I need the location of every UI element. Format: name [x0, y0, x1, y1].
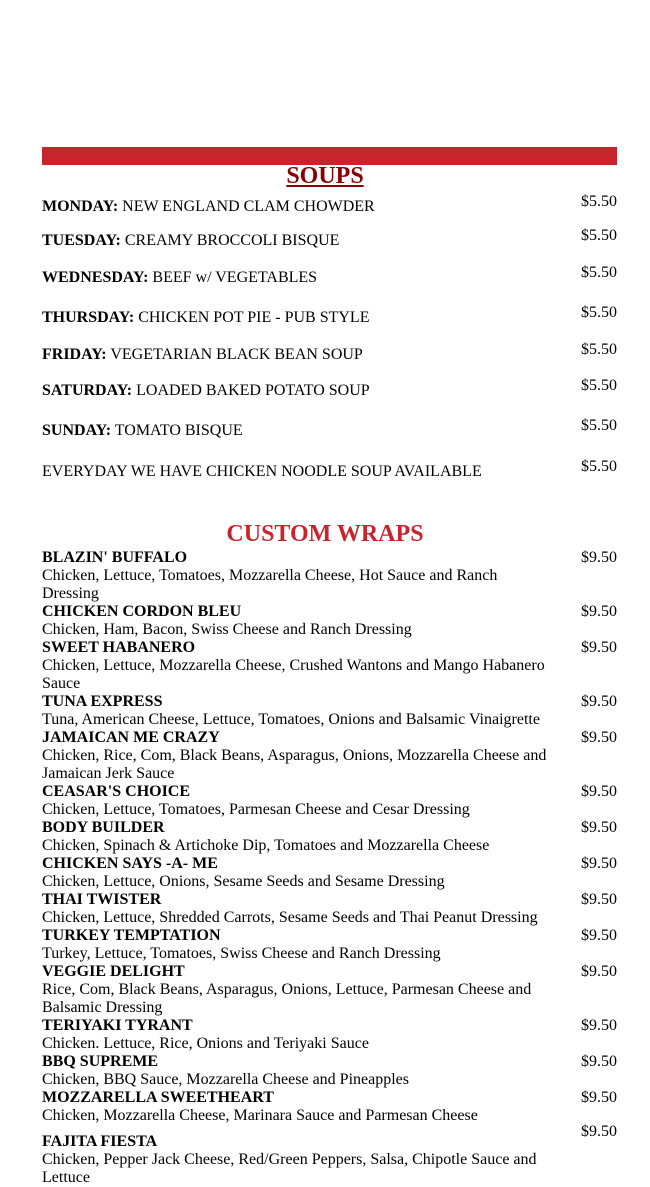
wrap-price: $9.50	[581, 1123, 617, 1140]
wrap-description: Chicken, Lettuce, Tomatoes, Mozzarella Cheese, Hot Sauce and Ranch Dressing	[42, 567, 498, 602]
soup-name: VEGETARIAN BLACK BEAN SOUP	[110, 346, 363, 363]
wrap-description: Chicken, Lettuce, Onions, Sesame Seeds and Sesame Dressing	[42, 873, 445, 890]
everyday-soup-price: $5.50	[581, 458, 617, 475]
wrap-description: Chicken, Rice, Com, Black Beans, Asparagus, Onions, Mozzarella Cheese and Jamaican Jerk Sauce	[42, 747, 547, 782]
soup-price: $5.50	[581, 377, 617, 394]
wrap-description: Tuna, American Cheese, Lettuce, Tomatoes, Onions and Balsamic Vinaigrette	[42, 711, 540, 728]
soup-day: WEDNESDAY:	[42, 269, 149, 286]
wrap-description: Chicken, Spinach & Artichoke Dip, Tomatoes and Mozzarella Cheese	[42, 837, 490, 854]
soup-name: TOMATO BISQUE	[114, 422, 243, 439]
soup-text	[42, 198, 375, 216]
wrap-price: $9.50	[581, 603, 617, 620]
wrap-name: TURKEY TEMPTATION	[42, 927, 221, 944]
soup-name: BEEF w/ VEGETABLES	[152, 269, 318, 286]
wrap-price: $9.50	[581, 819, 617, 836]
wrap-name: CEASAR'S CHOICE	[42, 783, 191, 800]
custom-wraps-heading: CUSTOM WRAPS	[226, 521, 424, 547]
soup-name: CREAMY BROCCOLI BISQUE	[124, 232, 340, 249]
soup-name: LOADED BAKED POTATO SOUP	[136, 382, 370, 399]
wrap-name: SWEET HABANERO	[42, 639, 196, 656]
everyday-soup-text: EVERYDAY WE HAVE CHICKEN NOODLE SOUP AVAILABLE	[42, 463, 482, 480]
wrap-name: CHICKEN CORDON BLEU	[42, 603, 242, 620]
soup-price: $5.50	[581, 341, 617, 358]
wrap-price: $9.50	[581, 891, 617, 908]
soup-text	[42, 269, 317, 287]
wrap-name: THAI TWISTER	[42, 891, 162, 908]
soup-day: SATURDAY:	[42, 382, 133, 399]
wrap-price: $9.50	[581, 549, 617, 566]
soup-name: NEW ENGLAND CLAM CHOWDER	[122, 198, 375, 215]
wrap-price: $9.50	[581, 729, 617, 746]
wrap-price: $9.50	[581, 1017, 617, 1034]
wrap-name: TERIYAKI TYRANT	[42, 1017, 193, 1034]
wrap-item	[42, 855, 617, 891]
wrap-item	[42, 1017, 617, 1053]
wrap-item	[42, 1053, 617, 1089]
wrap-description: Chicken, Lettuce, Mozzarella Cheese, Crushed Wantons and Mango Habanero Sauce	[42, 657, 545, 692]
wrap-price: $9.50	[581, 639, 617, 656]
wrap-item	[42, 1089, 617, 1125]
soup-day: THURSDAY:	[42, 309, 135, 326]
soup-price: $5.50	[581, 193, 617, 210]
wrap-description: Chicken, BBQ Sauce, Mozzarella Cheese and Pineapples	[42, 1071, 409, 1088]
wrap-name: BODY BUILDER	[42, 819, 165, 836]
soup-text	[42, 382, 370, 400]
wrap-name: FAJITA FIESTA	[42, 1133, 158, 1150]
wrap-name: BBQ SUPREME	[42, 1053, 159, 1070]
wrap-item	[42, 783, 617, 819]
wrap-item	[42, 963, 617, 1017]
wrap-description: Turkey, Lettuce, Tomatoes, Swiss Cheese and Ranch Dressing	[42, 945, 441, 962]
wrap-description: Chicken, Pepper Jack Cheese, Red/Green Peppers, Salsa, Chipotle Sauce and Lettuce	[42, 1151, 537, 1186]
wrap-description: Chicken, Lettuce, Tomatoes, Parmesan Cheese and Cesar Dressing	[42, 801, 470, 818]
wrap-item	[42, 603, 617, 639]
wrap-description: Chicken. Lettuce, Rice, Onions and Teriyaki Sauce	[42, 1035, 369, 1052]
wrap-name: VEGGIE DELIGHT	[42, 963, 185, 980]
soup-text	[42, 309, 369, 327]
soup-name: CHICKEN POT PIE - PUB STYLE	[138, 309, 370, 326]
wrap-item	[42, 639, 617, 693]
wrap-name: BLAZIN' BUFFALO	[42, 549, 188, 566]
soup-day: FRIDAY:	[42, 346, 107, 363]
wrap-price: $9.50	[581, 1053, 617, 1070]
soup-day: TUESDAY:	[42, 232, 121, 249]
wrap-description: Chicken, Mozzarella Cheese, Marinara Sauce and Parmesan Cheese	[42, 1107, 478, 1124]
wrap-item	[42, 819, 617, 855]
wrap-description: Rice, Com, Black Beans, Asparagus, Onions, Lettuce, Parmesan Cheese and Balsamic Dressing	[42, 981, 532, 1016]
wrap-item	[42, 729, 617, 783]
wrap-price: $9.50	[581, 1089, 617, 1106]
soup-price: $5.50	[581, 304, 617, 321]
soup-price: $5.50	[581, 417, 617, 434]
wrap-name: JAMAICAN ME CRAZY	[42, 729, 220, 746]
soup-price: $5.50	[581, 264, 617, 281]
soup-text	[42, 232, 339, 250]
wrap-name: CHICKEN SAYS -A- ME	[42, 855, 218, 872]
wrap-item	[42, 891, 617, 927]
wrap-price: $9.50	[581, 693, 617, 710]
wrap-description: Chicken, Lettuce, Shredded Carrots, Sesame Seeds and Thai Peanut Dressing	[42, 909, 538, 926]
wrap-name: MOZZARELLA SWEETHEART	[42, 1089, 274, 1106]
wrap-item	[42, 1123, 617, 1187]
wrap-description: Chicken, Ham, Bacon, Swiss Cheese and Ranch Dressing	[42, 621, 412, 638]
soups-heading: SOUPS	[286, 163, 364, 189]
soup-day: SUNDAY:	[42, 422, 112, 439]
wrap-price: $9.50	[581, 963, 617, 980]
wrap-item	[42, 927, 617, 963]
wrap-price: $9.50	[581, 927, 617, 944]
soup-text	[42, 422, 243, 440]
soup-day: MONDAY:	[42, 198, 119, 215]
wrap-item	[42, 549, 617, 603]
soup-price: $5.50	[581, 227, 617, 244]
custom-wraps-list	[42, 549, 617, 1187]
wrap-item	[42, 693, 617, 729]
wrap-name: TUNA EXPRESS	[42, 693, 163, 710]
wrap-price: $9.50	[581, 783, 617, 800]
soup-text	[42, 346, 363, 364]
wrap-price: $9.50	[581, 855, 617, 872]
